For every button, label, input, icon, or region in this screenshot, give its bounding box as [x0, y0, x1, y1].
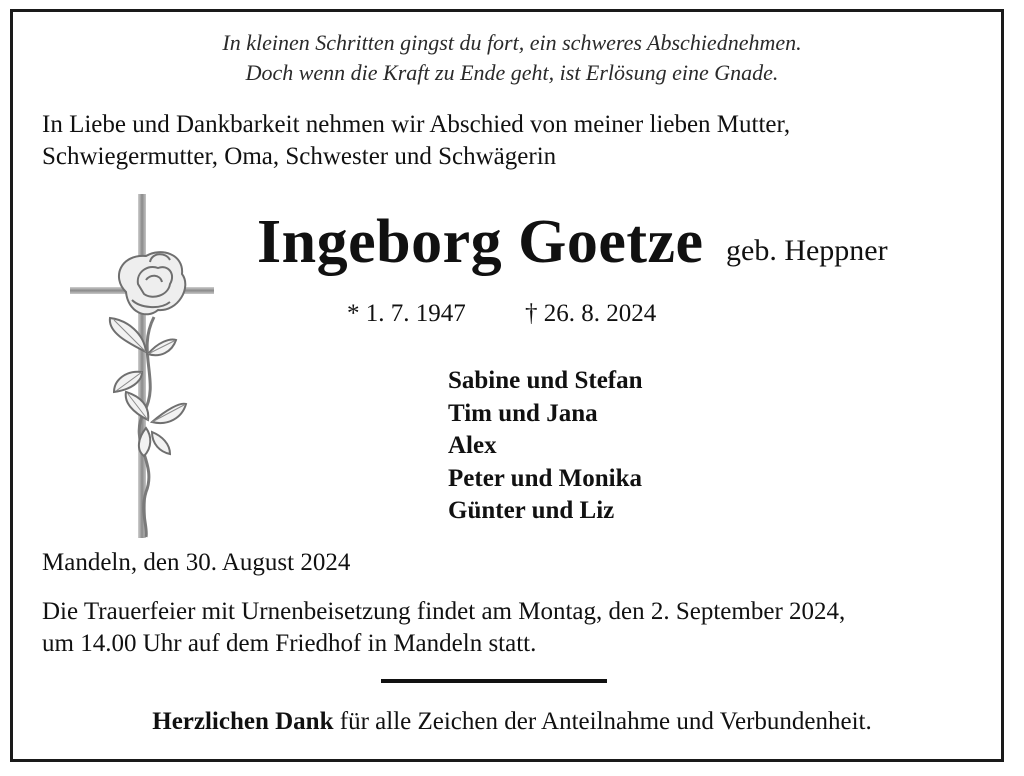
mourner: Alex: [448, 432, 497, 459]
mourner: Günter und Liz: [448, 497, 615, 524]
intro-line-2: Schwiegermutter, Oma, Schwester und Schwägerin: [42, 143, 557, 170]
service-info: [42, 596, 845, 660]
poem-line-1: In kleinen Schritten gingst du fort, ein schweres Abschiednehmen.: [222, 30, 802, 55]
birth-date: * 1. 7. 1947: [347, 300, 466, 327]
mourner: Peter und Monika: [448, 464, 642, 492]
divider-line: [381, 679, 607, 683]
death-date: † 26. 8. 2024: [525, 300, 657, 327]
service-line-1: Die Trauerfeier mit Urnenbeisetzung findet am Montag, den 2. September 2024,: [42, 598, 846, 625]
thanks-line: [0, 708, 1024, 736]
mourner: Tim und Jana: [448, 399, 598, 427]
maiden-name: geb. Heppner: [726, 234, 888, 267]
thanks-rest: für alle Zeichen der Anteilnahme und Verbundenheit.: [333, 708, 872, 735]
thanks-bold: Herzlichen Dank: [152, 708, 334, 735]
service-line-2: um 14.00 Uhr auf dem Friedhof in Mandeln statt.: [42, 630, 537, 657]
mourners-list: [448, 365, 643, 528]
intro-line-1: In Liebe und Dankbarkeit nehmen wir Abschied von meiner lieben Mutter,: [42, 111, 791, 138]
deceased-name: Ingeborg Goetze: [257, 208, 704, 276]
poem-line-2: Doch wenn die Kraft zu Ende geht, ist Erlösung eine Gnade.: [245, 60, 779, 85]
place-and-date: Mandeln, den 30. August 2024: [42, 549, 351, 576]
mourner: Sabine und Stefan: [448, 367, 643, 394]
cross-with-rose-icon: [66, 192, 216, 542]
